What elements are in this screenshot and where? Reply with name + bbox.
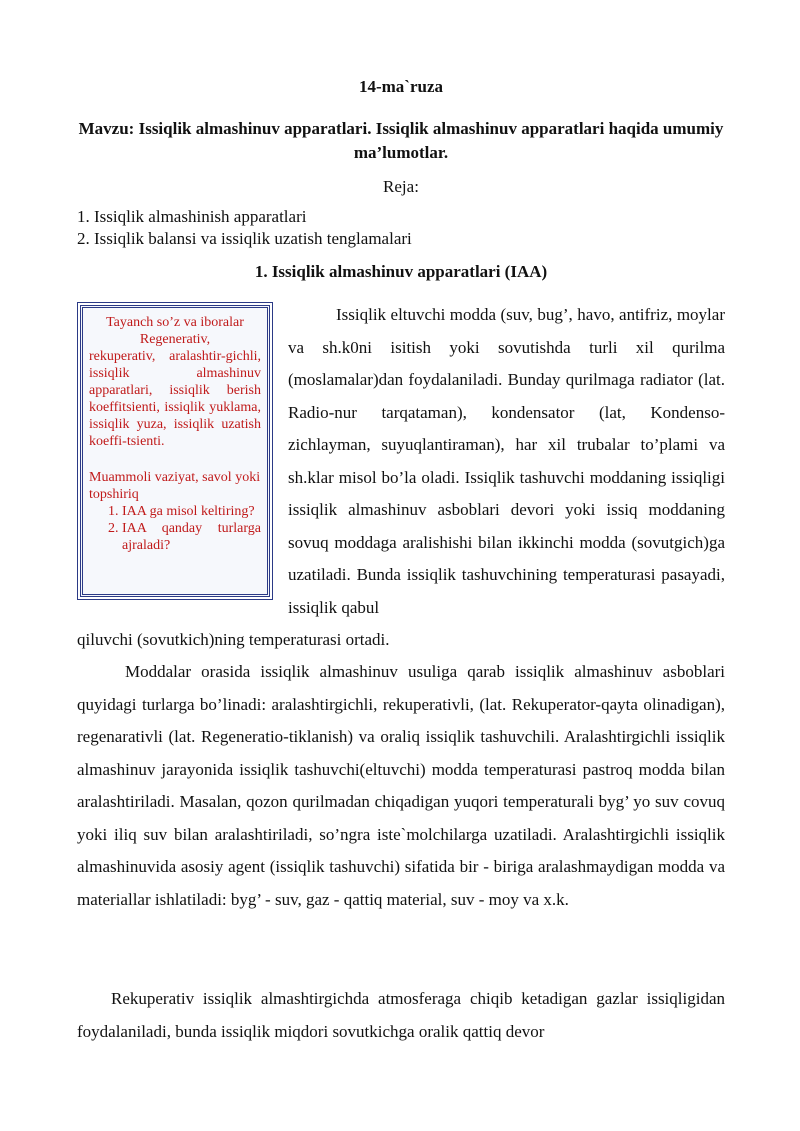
paragraph-intro-end: qiluvchi (sovutkich)ning temperaturasi ortadi.: [77, 630, 390, 649]
problem-title: Muammoli vaziyat, savol yoki topshiriq: [89, 470, 261, 502]
paragraph-recuperative: Rekuperativ issiqlik almashtirgichda atmosferaga chiqib ketadigan gazlar issiqligidan foydalaniladi, bunda issiqlik miqdori sovutkichga oralik qattiq devor: [77, 989, 725, 1041]
lecture-number: 14-ma`ruza: [358, 77, 444, 96]
question-item: 1. IAA ga misol keltiring?: [122, 503, 261, 520]
lecture-topic: Mavzu: Issiqlik almashinuv apparatlari. Issiqlik almashinuv apparatlari haqida umumiy ma’lumotlar.: [78, 119, 724, 162]
paragraph-types: Moddalar orasida issiqlik almashinuv usuliga qarab issiqlik almashinuv asboblari quyidagi turlarga bo’linadi: aralashtirgichli, rekuperativli, (lat. Rekuperator-qayta olinadigan), regenarativli (lat. Regeneratio-tiklanish) va oraliq issiqlik tashuvchili. Aralashtirgichli issiqlik almashinuv jarayonida issiqlik tashuvchi(eltuvchi) modda temperaturasi pastroq modda bilan aralashtiriladi. Masalan, qozon qurilmadan chiqadigan yuqori temperaturali byg’ yo suv covuq yoki iliq suv bilan aralashtiriladi, so’ngra iste`molchilarga uzatiladi. Aralashtirgichli issiqlik almashinuvida asosiy agent (issiqlik tashuvchi) sifatida bir - biriga aralashmaydigan modda va materiallar ishlatiladi: byg’ - suv, gaz - qattiq material, suv - moy va x.k.: [77, 662, 725, 909]
keywords-title: Tayanch so’z va iboralar: [106, 315, 244, 330]
keywords-subtitle: Regenerativ,: [139, 332, 211, 347]
question-item: 2. IAA qanday turlarga ajraladi?: [122, 520, 261, 554]
question-list: [89, 503, 261, 554]
plan-item: 1. Issiqlik almashinish apparatlari: [77, 207, 307, 226]
keywords-box: [80, 305, 270, 597]
plan-title: Reja:: [383, 177, 419, 196]
plan-item: 2. Issiqlik balansi va issiqlik uzatish tenglamalari: [77, 229, 412, 248]
keywords-body: rekuperativ, aralashtir-gichli, issiqlik almashinuv apparatlari, issiqlik berish koeffitsienti, issiqlik yuklama, issiqlik yuza, issiqlik uzatish koeffi-tsienti.: [89, 349, 261, 449]
paragraph-intro: Issiqlik eltuvchi modda (suv, bug’, havo, antifriz, moylar va sh.k0ni isitish yoki sovutishda turli xil qurilma (moslamalar)dan foydalaniladi. Bunday qurilmaga radiator (lat. Radio-nur tarqataman), kondensator (lat, Kondenso-zichlayman, suyuqlantiraman), har xil trubalar to’plami va sh.klar misol bo’la oladi. Issiqlik tashuvchi moddaning issiqligi issiqlik almashinuv asboblari devori yoki issiq moddaning sovuq moddaga aralishishi bilan ikkinchi modda (sovutgich)ga uzatiladi. Bunda issiqlik tashuvchining temperaturasi pasayadi, issiqlik qabul: [288, 305, 725, 617]
plan-list: [77, 206, 725, 250]
section-heading: 1. Issiqlik almashinuv apparatlari (IAA): [254, 262, 548, 281]
